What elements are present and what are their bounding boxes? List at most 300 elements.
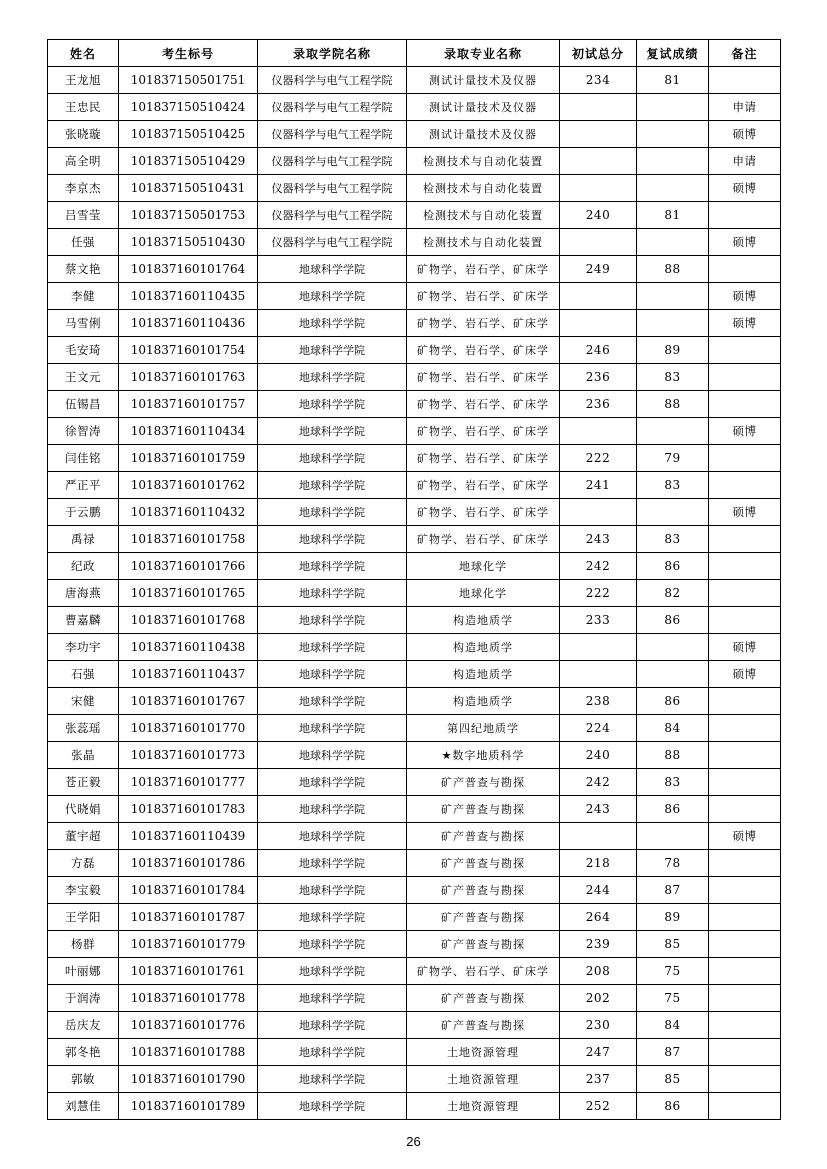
cell-initial-score: 222 — [560, 445, 637, 472]
cell-remarks — [709, 580, 781, 607]
cell-initial-score: 264 — [560, 904, 637, 931]
cell-candidate-id: 101837150510425 — [119, 121, 258, 148]
table-row — [48, 580, 781, 607]
cell-major: 矿物学、岩石学、矿床学 — [407, 256, 560, 283]
cell-major: 构造地质学 — [407, 607, 560, 634]
cell-college: 地球科学学院 — [258, 904, 407, 931]
cell-remarks — [709, 688, 781, 715]
cell-candidate-id: 101837160101790 — [119, 1066, 258, 1093]
cell-name: 李功宇 — [48, 634, 119, 661]
cell-candidate-id: 101837150501751 — [119, 67, 258, 94]
cell-college: 地球科学学院 — [258, 985, 407, 1012]
cell-major: 矿产普查与勘探 — [407, 904, 560, 931]
cell-remarks — [709, 364, 781, 391]
cell-initial-score: 252 — [560, 1093, 637, 1120]
cell-initial-score — [560, 94, 637, 121]
cell-college: 地球科学学院 — [258, 283, 407, 310]
cell-candidate-id: 101837160101765 — [119, 580, 258, 607]
cell-initial-score: 236 — [560, 391, 637, 418]
cell-initial-score: 218 — [560, 850, 637, 877]
cell-remarks — [709, 877, 781, 904]
cell-remarks: 硕博 — [709, 661, 781, 688]
cell-initial-score — [560, 634, 637, 661]
cell-name: 叶丽娜 — [48, 958, 119, 985]
cell-college: 地球科学学院 — [258, 661, 407, 688]
cell-name: 王龙旭 — [48, 67, 119, 94]
cell-name: 徐智涛 — [48, 418, 119, 445]
cell-initial-score: 247 — [560, 1039, 637, 1066]
cell-college: 地球科学学院 — [258, 1039, 407, 1066]
cell-name: 李健 — [48, 283, 119, 310]
cell-name: 李京杰 — [48, 175, 119, 202]
cell-retest-score: 86 — [637, 688, 709, 715]
cell-major: 矿产普查与勘探 — [407, 850, 560, 877]
cell-major: 土地资源管理 — [407, 1066, 560, 1093]
cell-major: 矿物学、岩石学、矿床学 — [407, 445, 560, 472]
cell-retest-score: 75 — [637, 985, 709, 1012]
cell-candidate-id: 101837160110432 — [119, 499, 258, 526]
cell-remarks: 硕博 — [709, 634, 781, 661]
cell-college: 地球科学学院 — [258, 1093, 407, 1120]
table-row — [48, 364, 781, 391]
header-name: 姓名 — [48, 40, 119, 67]
table-row — [48, 175, 781, 202]
cell-remarks — [709, 391, 781, 418]
cell-college: 地球科学学院 — [258, 472, 407, 499]
cell-retest-score: 89 — [637, 337, 709, 364]
cell-major: 矿物学、岩石学、矿床学 — [407, 391, 560, 418]
cell-initial-score — [560, 418, 637, 445]
cell-candidate-id: 101837160101777 — [119, 769, 258, 796]
cell-college: 地球科学学院 — [258, 769, 407, 796]
table-row — [48, 904, 781, 931]
cell-major: 测试计量技术及仪器 — [407, 121, 560, 148]
cell-remarks: 申请 — [709, 148, 781, 175]
cell-college: 地球科学学院 — [258, 310, 407, 337]
cell-candidate-id: 101837160101789 — [119, 1093, 258, 1120]
cell-name: 蔡文艳 — [48, 256, 119, 283]
cell-remarks — [709, 553, 781, 580]
cell-name: 李宝毅 — [48, 877, 119, 904]
header-candidate-id: 考生标号 — [119, 40, 258, 67]
table-row — [48, 1093, 781, 1120]
cell-name: 刘慧佳 — [48, 1093, 119, 1120]
cell-major: 第四纪地质学 — [407, 715, 560, 742]
cell-initial-score: 249 — [560, 256, 637, 283]
cell-retest-score — [637, 823, 709, 850]
cell-initial-score: 202 — [560, 985, 637, 1012]
cell-remarks — [709, 715, 781, 742]
cell-college: 地球科学学院 — [258, 607, 407, 634]
cell-major: 矿物学、岩石学、矿床学 — [407, 283, 560, 310]
cell-name: 纪政 — [48, 553, 119, 580]
table-row — [48, 256, 781, 283]
cell-retest-score: 83 — [637, 472, 709, 499]
cell-candidate-id: 101837160101770 — [119, 715, 258, 742]
cell-college: 地球科学学院 — [258, 580, 407, 607]
cell-retest-score — [637, 310, 709, 337]
cell-remarks — [709, 904, 781, 931]
cell-retest-score — [637, 634, 709, 661]
cell-major: 构造地质学 — [407, 634, 560, 661]
cell-candidate-id: 101837160101787 — [119, 904, 258, 931]
cell-major: 矿产普查与勘探 — [407, 931, 560, 958]
cell-candidate-id: 101837160101766 — [119, 553, 258, 580]
cell-remarks: 硕博 — [709, 121, 781, 148]
table-row — [48, 715, 781, 742]
cell-college: 仪器科学与电气工程学院 — [258, 229, 407, 256]
cell-candidate-id: 101837160101776 — [119, 1012, 258, 1039]
cell-college: 地球科学学院 — [258, 958, 407, 985]
cell-college: 地球科学学院 — [258, 418, 407, 445]
cell-college: 地球科学学院 — [258, 796, 407, 823]
cell-college: 地球科学学院 — [258, 364, 407, 391]
cell-name: 禹禄 — [48, 526, 119, 553]
cell-retest-score: 83 — [637, 769, 709, 796]
cell-retest-score: 86 — [637, 553, 709, 580]
cell-initial-score — [560, 121, 637, 148]
cell-name: 闫佳铭 — [48, 445, 119, 472]
cell-initial-score: 243 — [560, 796, 637, 823]
cell-major: 检测技术与自动化装置 — [407, 202, 560, 229]
cell-retest-score: 85 — [637, 931, 709, 958]
cell-candidate-id: 101837160110438 — [119, 634, 258, 661]
cell-retest-score: 87 — [637, 1039, 709, 1066]
cell-initial-score — [560, 283, 637, 310]
cell-major: 矿物学、岩石学、矿床学 — [407, 364, 560, 391]
cell-name: 郭敏 — [48, 1066, 119, 1093]
cell-major: 矿产普查与勘探 — [407, 1012, 560, 1039]
header-remarks: 备注 — [709, 40, 781, 67]
cell-initial-score: 234 — [560, 67, 637, 94]
cell-major: 检测技术与自动化装置 — [407, 148, 560, 175]
cell-major: 矿物学、岩石学、矿床学 — [407, 526, 560, 553]
cell-remarks — [709, 472, 781, 499]
cell-major: 矿物学、岩石学、矿床学 — [407, 499, 560, 526]
table-row — [48, 688, 781, 715]
cell-initial-score: 243 — [560, 526, 637, 553]
cell-initial-score — [560, 661, 637, 688]
table-row — [48, 850, 781, 877]
cell-remarks — [709, 256, 781, 283]
cell-name: 张晓璇 — [48, 121, 119, 148]
cell-college: 地球科学学院 — [258, 526, 407, 553]
cell-remarks — [709, 958, 781, 985]
cell-retest-score — [637, 499, 709, 526]
cell-name: 石强 — [48, 661, 119, 688]
cell-initial-score — [560, 499, 637, 526]
cell-remarks — [709, 1066, 781, 1093]
cell-initial-score — [560, 229, 637, 256]
table-row — [48, 499, 781, 526]
cell-candidate-id: 101837160101768 — [119, 607, 258, 634]
cell-name: 岳庆友 — [48, 1012, 119, 1039]
header-row — [48, 40, 781, 67]
table-row — [48, 229, 781, 256]
cell-retest-score — [637, 283, 709, 310]
header-initial-score: 初试总分 — [560, 40, 637, 67]
cell-retest-score: 86 — [637, 1093, 709, 1120]
cell-retest-score: 86 — [637, 607, 709, 634]
cell-retest-score: 88 — [637, 391, 709, 418]
cell-retest-score: 84 — [637, 715, 709, 742]
cell-initial-score: 244 — [560, 877, 637, 904]
cell-name: 郭冬艳 — [48, 1039, 119, 1066]
cell-college: 地球科学学院 — [258, 553, 407, 580]
table-row — [48, 607, 781, 634]
cell-retest-score — [637, 94, 709, 121]
cell-college: 仪器科学与电气工程学院 — [258, 202, 407, 229]
cell-name: 方磊 — [48, 850, 119, 877]
cell-retest-score: 88 — [637, 256, 709, 283]
cell-college: 地球科学学院 — [258, 823, 407, 850]
table-row — [48, 202, 781, 229]
cell-remarks — [709, 850, 781, 877]
cell-college: 仪器科学与电气工程学院 — [258, 94, 407, 121]
cell-name: 王忠民 — [48, 94, 119, 121]
cell-remarks: 申请 — [709, 94, 781, 121]
cell-major: 检测技术与自动化装置 — [407, 175, 560, 202]
cell-initial-score: 240 — [560, 202, 637, 229]
cell-name: 任强 — [48, 229, 119, 256]
cell-candidate-id: 101837160110435 — [119, 283, 258, 310]
cell-initial-score — [560, 310, 637, 337]
cell-college: 仪器科学与电气工程学院 — [258, 148, 407, 175]
cell-name: 伍锡昌 — [48, 391, 119, 418]
cell-name: 于润涛 — [48, 985, 119, 1012]
cell-retest-score: 75 — [637, 958, 709, 985]
cell-retest-score: 82 — [637, 580, 709, 607]
table-row — [48, 283, 781, 310]
cell-remarks — [709, 67, 781, 94]
cell-major: 矿产普查与勘探 — [407, 796, 560, 823]
cell-name: 严正平 — [48, 472, 119, 499]
cell-initial-score — [560, 148, 637, 175]
cell-major: 矿产普查与勘探 — [407, 769, 560, 796]
cell-college: 地球科学学院 — [258, 931, 407, 958]
cell-candidate-id: 101837160101758 — [119, 526, 258, 553]
cell-retest-score — [637, 148, 709, 175]
table-row — [48, 985, 781, 1012]
cell-initial-score: 237 — [560, 1066, 637, 1093]
cell-college: 地球科学学院 — [258, 256, 407, 283]
cell-name: 毛安琦 — [48, 337, 119, 364]
cell-retest-score: 85 — [637, 1066, 709, 1093]
table-row — [48, 1039, 781, 1066]
cell-candidate-id: 101837160110437 — [119, 661, 258, 688]
cell-major: ★数字地质科学 — [407, 742, 560, 769]
cell-remarks — [709, 202, 781, 229]
cell-major: 矿物学、岩石学、矿床学 — [407, 958, 560, 985]
cell-initial-score: 242 — [560, 553, 637, 580]
cell-initial-score — [560, 175, 637, 202]
cell-remarks — [709, 526, 781, 553]
cell-initial-score: 240 — [560, 742, 637, 769]
admission-table — [47, 39, 781, 1120]
cell-college: 地球科学学院 — [258, 445, 407, 472]
cell-initial-score: 242 — [560, 769, 637, 796]
table-row — [48, 553, 781, 580]
cell-name: 张蕊瑶 — [48, 715, 119, 742]
cell-candidate-id: 101837160101778 — [119, 985, 258, 1012]
cell-major: 检测技术与自动化装置 — [407, 229, 560, 256]
cell-remarks — [709, 337, 781, 364]
cell-college: 地球科学学院 — [258, 688, 407, 715]
cell-name: 董宇超 — [48, 823, 119, 850]
table-row — [48, 958, 781, 985]
cell-candidate-id: 101837150510424 — [119, 94, 258, 121]
cell-major: 矿物学、岩石学、矿床学 — [407, 337, 560, 364]
cell-major: 测试计量技术及仪器 — [407, 94, 560, 121]
cell-candidate-id: 101837160101788 — [119, 1039, 258, 1066]
cell-candidate-id: 101837160101784 — [119, 877, 258, 904]
cell-retest-score: 83 — [637, 364, 709, 391]
cell-major: 矿物学、岩石学、矿床学 — [407, 310, 560, 337]
table-row — [48, 661, 781, 688]
cell-major: 矿产普查与勘探 — [407, 823, 560, 850]
cell-name: 宋健 — [48, 688, 119, 715]
cell-candidate-id: 101837160101786 — [119, 850, 258, 877]
cell-remarks: 硕博 — [709, 283, 781, 310]
cell-major: 矿物学、岩石学、矿床学 — [407, 418, 560, 445]
cell-initial-score: 208 — [560, 958, 637, 985]
cell-initial-score: 222 — [560, 580, 637, 607]
cell-college: 地球科学学院 — [258, 850, 407, 877]
cell-initial-score: 236 — [560, 364, 637, 391]
table-row — [48, 769, 781, 796]
table-row — [48, 67, 781, 94]
cell-name: 王学阳 — [48, 904, 119, 931]
cell-initial-score: 238 — [560, 688, 637, 715]
cell-candidate-id: 101837160110439 — [119, 823, 258, 850]
cell-remarks: 硕博 — [709, 229, 781, 256]
cell-retest-score: 89 — [637, 904, 709, 931]
cell-retest-score: 88 — [637, 742, 709, 769]
cell-initial-score: 241 — [560, 472, 637, 499]
cell-college: 地球科学学院 — [258, 715, 407, 742]
table-row — [48, 121, 781, 148]
cell-remarks — [709, 445, 781, 472]
cell-name: 苍正毅 — [48, 769, 119, 796]
cell-name: 于云鹏 — [48, 499, 119, 526]
header-retest-score: 复试成绩 — [637, 40, 709, 67]
cell-college: 地球科学学院 — [258, 499, 407, 526]
cell-candidate-id: 101837150510430 — [119, 229, 258, 256]
table-row — [48, 634, 781, 661]
cell-remarks — [709, 607, 781, 634]
cell-major: 地球化学 — [407, 553, 560, 580]
cell-name: 曹嘉麟 — [48, 607, 119, 634]
cell-retest-score: 81 — [637, 202, 709, 229]
cell-retest-score — [637, 418, 709, 445]
table-row — [48, 931, 781, 958]
cell-major: 构造地质学 — [407, 661, 560, 688]
cell-college: 仪器科学与电气工程学院 — [258, 121, 407, 148]
cell-name: 高全明 — [48, 148, 119, 175]
cell-initial-score — [560, 823, 637, 850]
cell-name: 唐海燕 — [48, 580, 119, 607]
table-row — [48, 877, 781, 904]
table-row — [48, 418, 781, 445]
cell-remarks: 硕博 — [709, 175, 781, 202]
cell-name: 杨群 — [48, 931, 119, 958]
cell-major: 土地资源管理 — [407, 1039, 560, 1066]
table-row — [48, 742, 781, 769]
cell-initial-score: 230 — [560, 1012, 637, 1039]
header-major: 录取专业名称 — [407, 40, 560, 67]
table-row — [48, 337, 781, 364]
cell-remarks — [709, 1039, 781, 1066]
cell-name: 张晶 — [48, 742, 119, 769]
cell-college: 地球科学学院 — [258, 1012, 407, 1039]
cell-name: 马雪俐 — [48, 310, 119, 337]
cell-initial-score: 246 — [560, 337, 637, 364]
cell-candidate-id: 101837160110434 — [119, 418, 258, 445]
cell-remarks: 硕博 — [709, 418, 781, 445]
cell-remarks — [709, 1012, 781, 1039]
cell-retest-score: 84 — [637, 1012, 709, 1039]
cell-major: 地球化学 — [407, 580, 560, 607]
cell-major: 土地资源管理 — [407, 1093, 560, 1120]
cell-retest-score — [637, 121, 709, 148]
cell-candidate-id: 101837160101779 — [119, 931, 258, 958]
table-row — [48, 391, 781, 418]
cell-name: 吕雪莹 — [48, 202, 119, 229]
cell-major: 测试计量技术及仪器 — [407, 67, 560, 94]
cell-candidate-id: 101837160101761 — [119, 958, 258, 985]
cell-name: 代晓娟 — [48, 796, 119, 823]
cell-college: 地球科学学院 — [258, 391, 407, 418]
cell-retest-score: 81 — [637, 67, 709, 94]
cell-candidate-id: 101837160101783 — [119, 796, 258, 823]
cell-major: 矿产普查与勘探 — [407, 877, 560, 904]
page-number: 26 — [406, 1134, 421, 1149]
cell-college: 仪器科学与电气工程学院 — [258, 175, 407, 202]
cell-candidate-id: 101837150501753 — [119, 202, 258, 229]
cell-retest-score: 86 — [637, 796, 709, 823]
cell-remarks — [709, 931, 781, 958]
cell-college: 地球科学学院 — [258, 634, 407, 661]
cell-candidate-id: 101837150510429 — [119, 148, 258, 175]
table-row — [48, 148, 781, 175]
cell-remarks: 硕博 — [709, 499, 781, 526]
table-row — [48, 1012, 781, 1039]
cell-college: 地球科学学院 — [258, 1066, 407, 1093]
cell-retest-score: 83 — [637, 526, 709, 553]
cell-remarks: 硕博 — [709, 310, 781, 337]
cell-candidate-id: 101837160110436 — [119, 310, 258, 337]
cell-candidate-id: 101837160101773 — [119, 742, 258, 769]
cell-college: 仪器科学与电气工程学院 — [258, 67, 407, 94]
table-row — [48, 445, 781, 472]
cell-major: 构造地质学 — [407, 688, 560, 715]
table-row — [48, 472, 781, 499]
cell-candidate-id: 101837160101759 — [119, 445, 258, 472]
cell-initial-score: 239 — [560, 931, 637, 958]
table-row — [48, 823, 781, 850]
cell-major: 矿物学、岩石学、矿床学 — [407, 472, 560, 499]
cell-candidate-id: 101837160101767 — [119, 688, 258, 715]
cell-college: 地球科学学院 — [258, 742, 407, 769]
cell-remarks: 硕博 — [709, 823, 781, 850]
table-row — [48, 796, 781, 823]
cell-retest-score — [637, 229, 709, 256]
header-college: 录取学院名称 — [258, 40, 407, 67]
cell-candidate-id: 101837160101757 — [119, 391, 258, 418]
cell-initial-score: 233 — [560, 607, 637, 634]
cell-candidate-id: 101837160101764 — [119, 256, 258, 283]
table-row — [48, 1066, 781, 1093]
